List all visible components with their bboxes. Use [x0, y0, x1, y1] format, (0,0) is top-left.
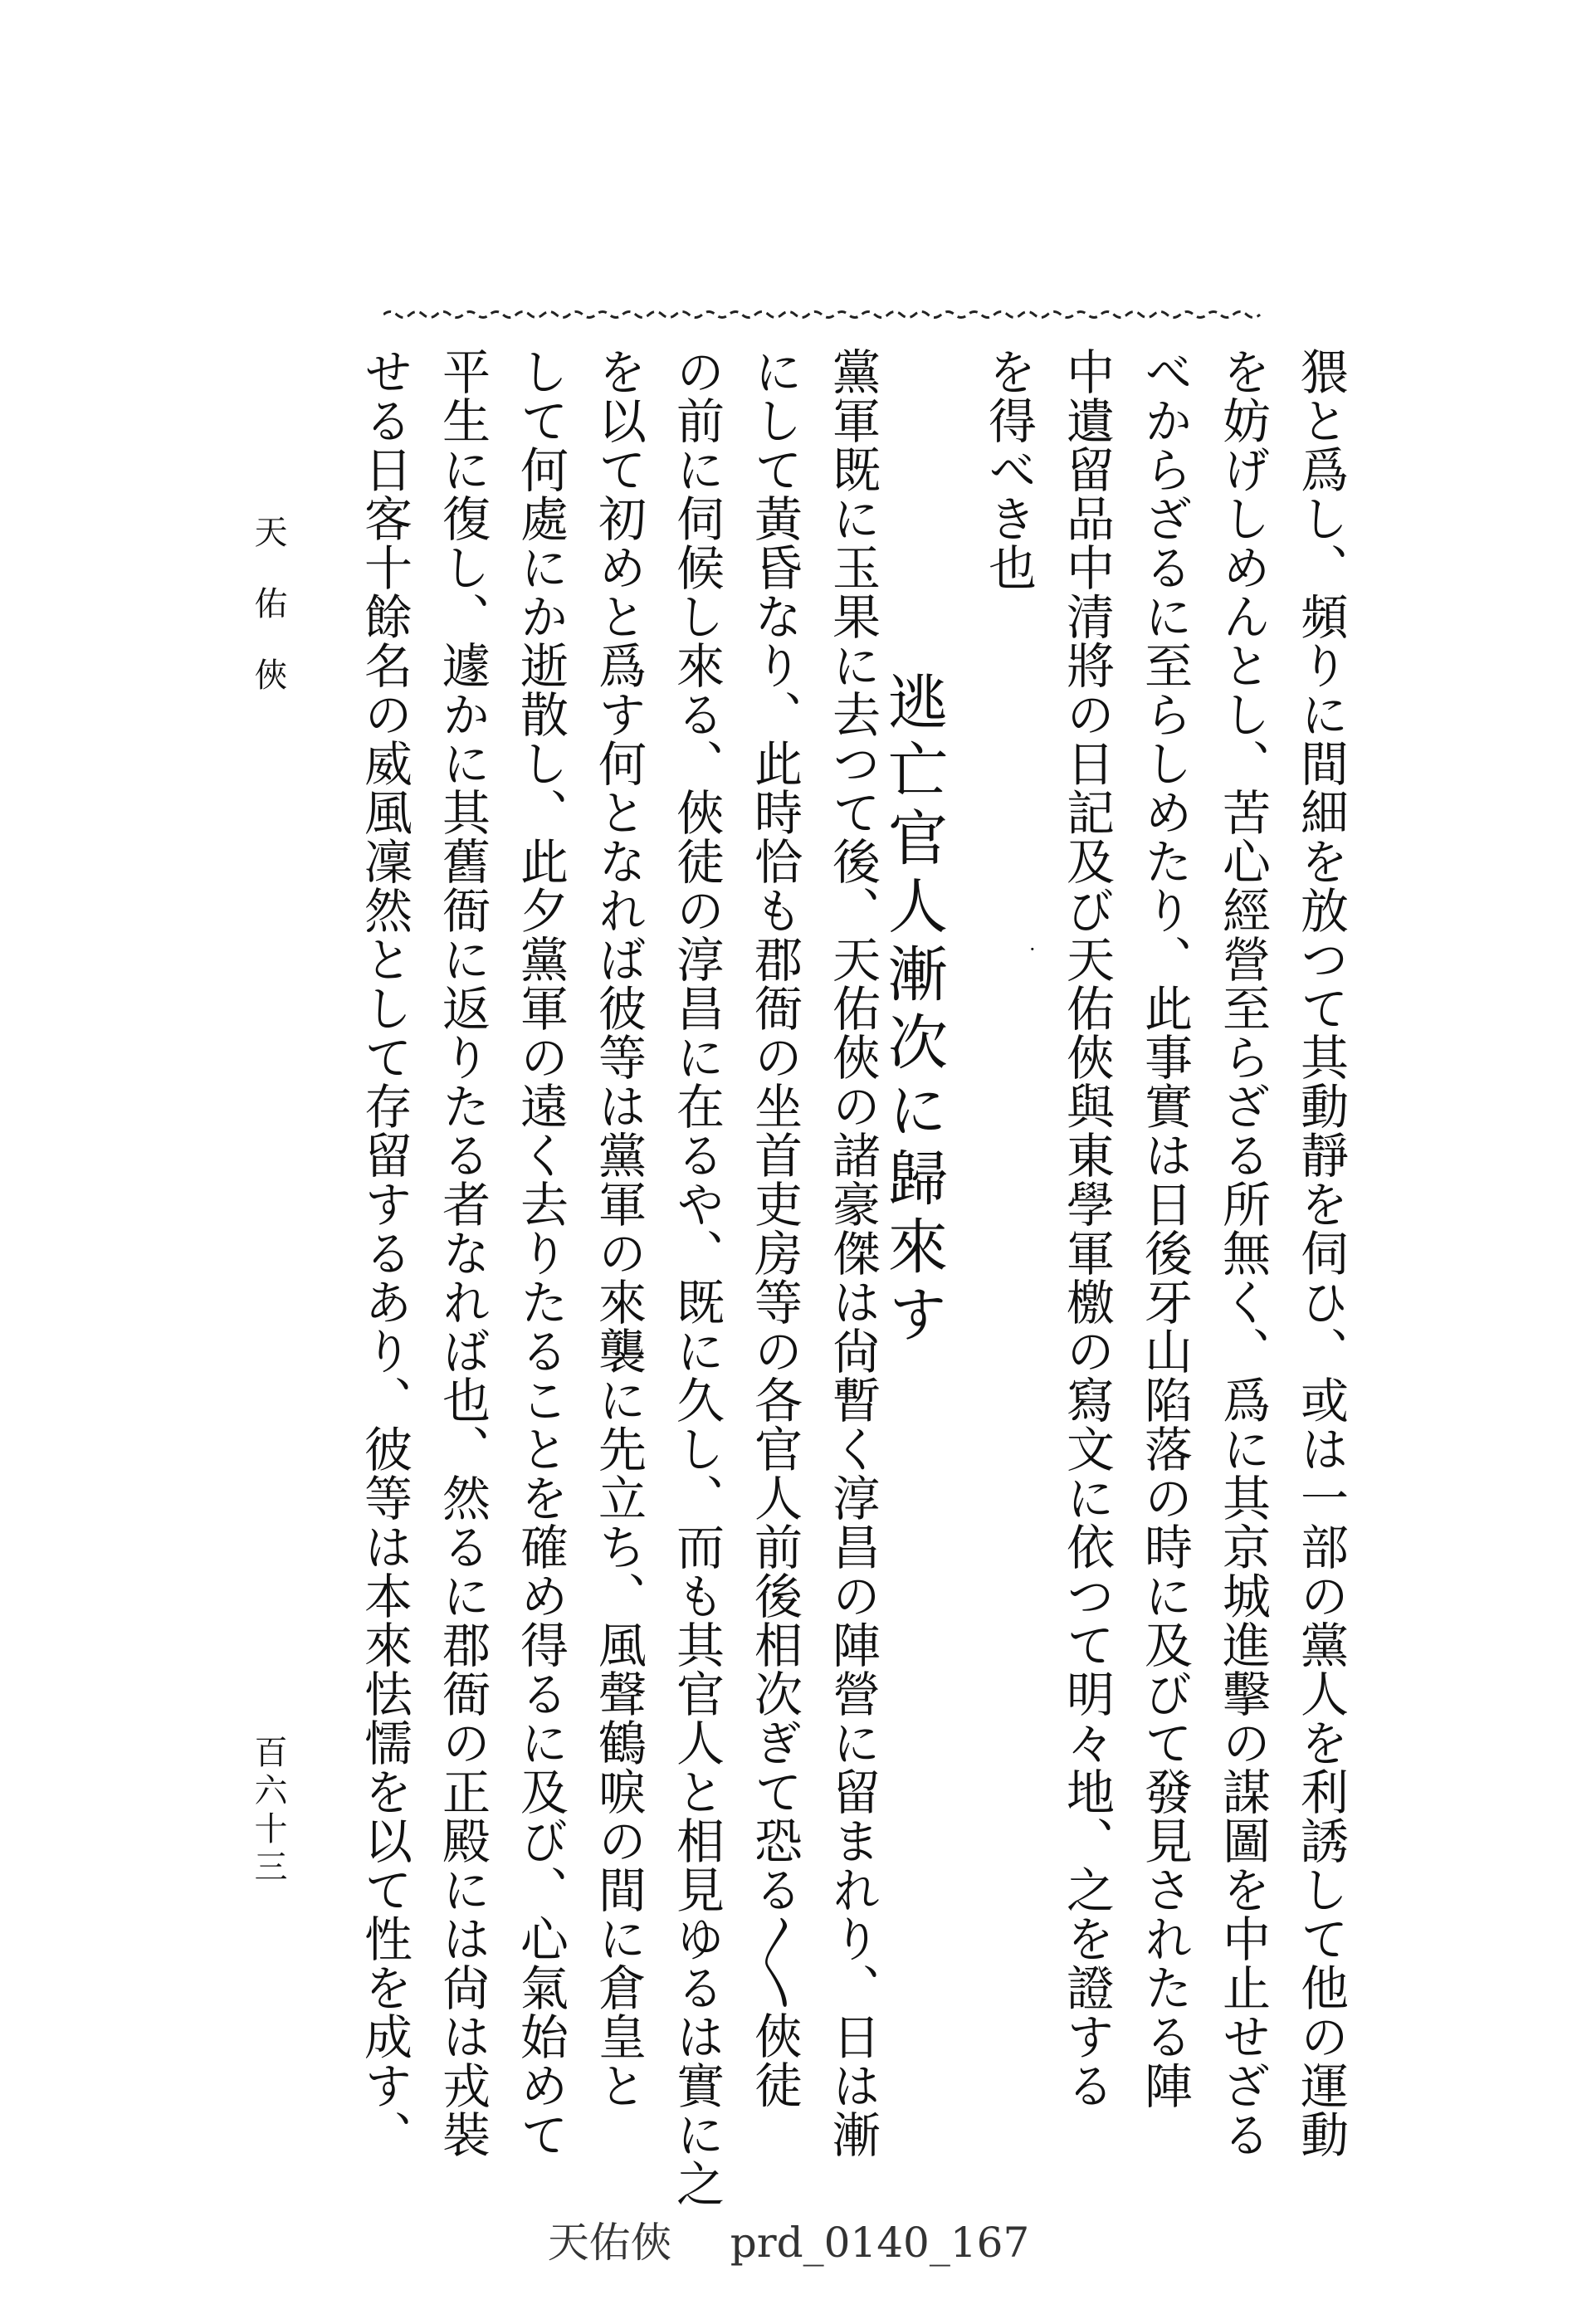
- text-column: 黨軍既に玉果に去つて後、天佑俠の諸豪傑は尙暫く淳昌の陣營に留まれり、日は漸: [824, 347, 881, 2159]
- stray-mark: ·: [1029, 938, 1036, 961]
- text-column: 中遺留品中清將の日記及び天佑俠與東學軍檄の寫文に依つて明々地、之を證する: [1058, 347, 1115, 2110]
- text-column: 平生に復し、遽かに其舊衙に返りたる者なれば也、然るに郡衙の正殿には尙は戎裝: [434, 347, 491, 2159]
- section-heading: 逃亡官人漸次に歸來す: [878, 671, 948, 1351]
- text-column: を妨げしめんとし、苦心經營至らざる所無く、爲に其京城進擊の謀圖を中止せざる: [1214, 347, 1271, 2159]
- text-column: 猥と爲し、頻りに間細を放つて其動靜を伺ひ、或は一部の黨人を利誘して他の運動: [1292, 347, 1349, 2159]
- text-column: せる日客十餘名の威風凜然として存留するあり、彼等は本來怯懦を以て性を成す、: [356, 347, 413, 2159]
- footer-id: prd_0140_167: [730, 2219, 1030, 2267]
- body-text: [189, 347, 1360, 2208]
- text-column: して何處にか逝散し、此夕黨軍の遠く去りたることを確め得るに及び、心氣始めて: [512, 347, 569, 2159]
- text-column: べからざるに至らしめたり、此事實は日後牙山陷落の時に及びて發見されたる陣: [1136, 347, 1193, 2110]
- footer-title: 天佑俠: [547, 2219, 672, 2267]
- footer: [0, 2209, 1577, 2269]
- page-number: 百六十三: [249, 1735, 287, 1887]
- text-column: にして黃昏なり、此時恰も郡衙の坐首吏房等の各官人前後相次ぎて恐る〳〵俠徒: [746, 347, 803, 2109]
- text-column: を得べき也: [980, 347, 1037, 592]
- ornamental-rule: [383, 309, 1263, 320]
- text-column: を以て初めと爲す何となれば彼等は黨軍の來襲に先立ち、風聲鶴唳の間に倉皇と: [590, 347, 647, 2110]
- wavy-rule-icon: [383, 309, 1263, 320]
- running-title: 天佑俠: [249, 515, 287, 729]
- text-column: の前に伺候し來る、俠徒の淳昌に在るや、既に久し、而も其官人と相見ゆるは實に之: [668, 347, 725, 2208]
